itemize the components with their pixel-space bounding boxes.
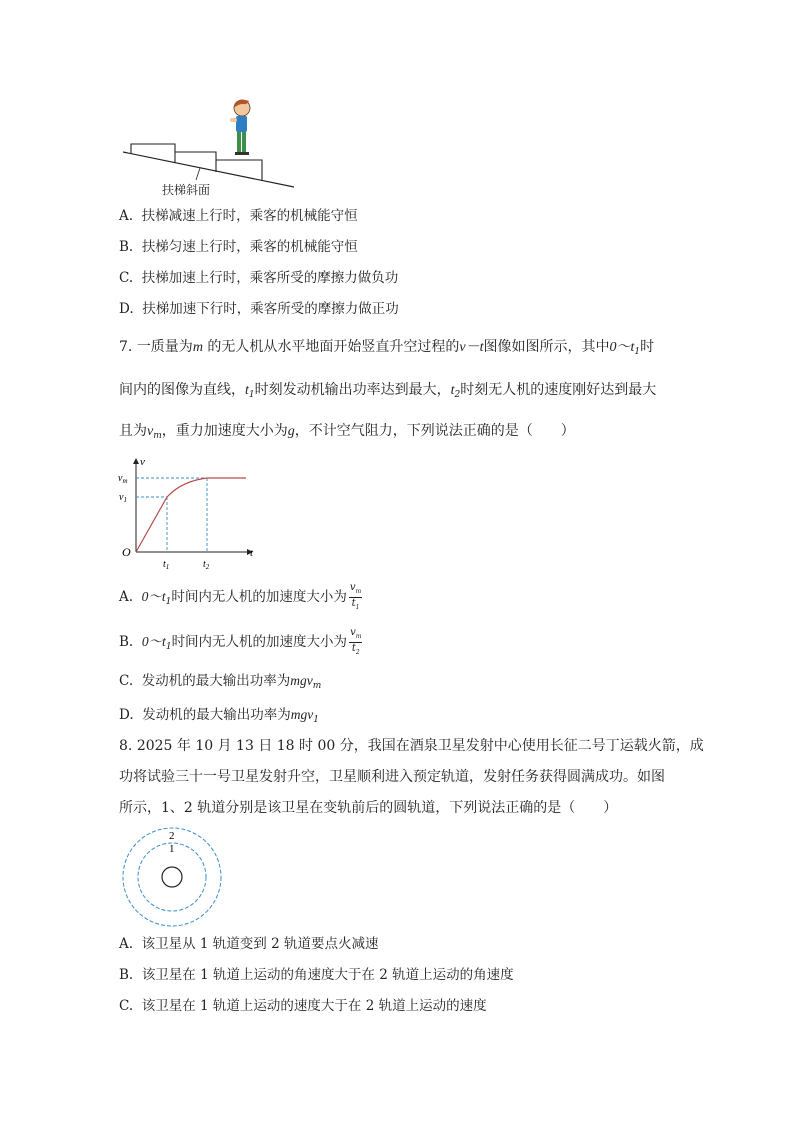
passenger-icon	[230, 100, 250, 155]
t2-label: $t_2$	[203, 559, 210, 571]
earth-circle	[162, 867, 182, 887]
q8-stem-line1: 8. 2025 年 10 月 13 日 18 时 00 分，我国在酒泉卫星发射中心使用长征二号丁运载火箭，成	[119, 738, 704, 754]
q6-option-a[interactable]: A. 扶梯减速上行时，乘客的机械能守恒	[119, 208, 358, 224]
q8-stem-line3: 所示，1、2 轨道分别是该卫星在变轨前后的圆轨道，下列说法正确的是（ ）	[119, 800, 618, 816]
q7-stem-line3: 且为$v_m$，重力加速度大小为g，不计空气阻力，下列说法正确的是（ ）	[119, 423, 575, 441]
origin-label: O	[122, 545, 131, 559]
t-axis-label: t	[250, 547, 254, 559]
escalator-figure	[118, 96, 303, 196]
v1-label: $v_1$	[119, 492, 127, 504]
q6-option-b[interactable]: B. 扶梯匀速上行时，乘客的机械能守恒	[119, 239, 358, 255]
orbit-1-label: 1	[169, 843, 175, 855]
q8-option-b[interactable]: B. 该卫星在 1 轨道上运动的角速度大于在 2 轨道上运动的角速度	[119, 967, 514, 983]
q7-vt-graph	[112, 455, 262, 573]
q8-orbit-figure	[120, 825, 224, 927]
q7-stem-line1: 7. 一质量为m 的无人机从水平地面开始竖直升空过程的v－t图像如图所示，其中$0\sim t_1$时	[119, 339, 655, 357]
escalator-caption: 扶梯斜面	[162, 183, 211, 197]
q8-option-a[interactable]: A. 该卫星从 1 轨道变到 2 轨道要点火减速	[119, 936, 379, 952]
q7-option-a[interactable]: A. $0\sim t_1$时间内无人机的加速度大小为 $\frac{v_m}{t_1}$	[119, 582, 362, 611]
v-axis-label: v	[140, 456, 145, 468]
q7-option-d[interactable]: D. 发动机的最大输出功率为mgv$_1$	[119, 707, 319, 725]
q6-option-c[interactable]: C. 扶梯加速上行时，乘客所受的摩擦力做负功	[119, 270, 399, 286]
t1-label: $t_1$	[163, 559, 170, 571]
q7-option-c[interactable]: C. 发动机的最大输出功率为mgv$_m$	[119, 673, 322, 691]
q6-option-d[interactable]: D. 扶梯加速下行时，乘客所受的摩擦力做正功	[119, 301, 399, 317]
vt-curve	[136, 478, 246, 552]
vm-label: $v_m$	[118, 473, 128, 485]
q8-stem-line2: 功将试验三十一号卫星发射升空，卫星顺利进入预定轨道，发射任务获得圆满成功。如图	[119, 769, 665, 785]
q7-option-b[interactable]: B. $0\sim t_1$时间内无人机的加速度大小为 $\frac{v_m}{t_2}$	[119, 627, 362, 656]
q7-stem-line2: 间内的图像为直线，$t_1$时刻发动机输出功率达到最大，$t_2$时刻无人机的速度刚好达到最大	[119, 382, 657, 400]
orbit-2-label: 2	[169, 830, 175, 842]
q8-option-c[interactable]: C. 该卫星在 1 轨道上运动的速度大于在 2 轨道上运动的速度	[119, 998, 487, 1014]
